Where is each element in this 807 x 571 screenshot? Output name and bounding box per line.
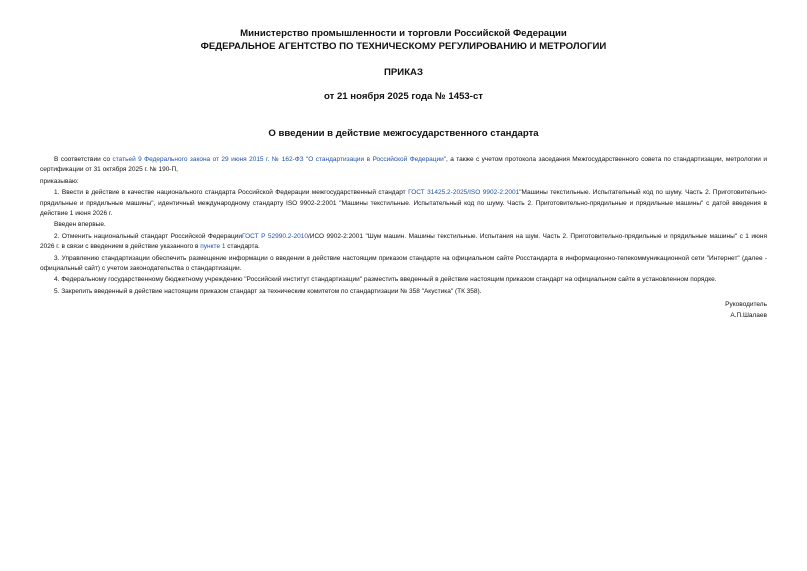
- paragraph-item-1: [40, 188, 767, 219]
- paragraph-item-4: 4. Федеральному государственному бюджетному учреждению "Российский институт стандартизации" разместить введенный в действие настоящим приказом стандарт на официальном сайте в установленном порядке.: [54, 276, 717, 284]
- text: , а также с учетом протокола заседания Межгосударственного совета по стандартизации, метрологии и сертификации от 31 октября 2025 г. № 190-П,: [40, 156, 767, 174]
- paragraph-item-2: [40, 232, 767, 253]
- text: стандарта.: [225, 243, 260, 251]
- paragraph-first-introduced: Введен впервые.: [54, 221, 106, 229]
- cancelled-standard-link[interactable]: ГОСТ Р 52990.2-2010: [241, 232, 308, 240]
- text: /ИСО 9902-2:2001 "Шум машин. Машины текстильные. Испытания на шум. Часть 2. Приготовительно-прядильные и прядильные машины" с 1 июня 2026 г. в связи с введением в действие указанного в: [40, 232, 767, 251]
- text: 2. Отменить национальный стандарт Российской Федерации: [54, 232, 242, 240]
- order-title: ПРИКАЗ: [384, 67, 423, 78]
- signature-block: [725, 300, 767, 321]
- law-link[interactable]: статьей 9 Федерального закона от 29 июня 2015 г. № 162-ФЗ "О стандартизации в Российской Федерации": [112, 156, 447, 163]
- text: В соответствии со: [54, 156, 113, 163]
- order-date: от 21 ноября 2025 года № 1453-ст: [323, 91, 483, 102]
- document-body: [40, 155, 767, 297]
- document-title: О введении в действие межгосударственного стандарта: [268, 128, 539, 139]
- item-1-link[interactable]: пункте 1: [200, 243, 226, 251]
- paragraph-item-3: 3. Управлению стандартизации обеспечить размещение информации о введении в действие настоящим приказом стандарте на официальном сайте Росстандарта в информационно-телекоммуникационной сети "Интернет" (далее - официальный сайт) с учетом законодательства о стандартизации.: [40, 254, 767, 273]
- paragraph-order: приказываю:: [40, 177, 79, 185]
- text: 1. Ввести в действие в качестве национального стандарта Российской Федерации межгосударственный стандарт: [54, 189, 409, 197]
- agency-name: ФЕДЕРАЛЬНОЕ АГЕНТСТВО ПО ТЕХНИЧЕСКОМУ РЕГУЛИРОВАНИЮ И МЕТРОЛОГИИ: [200, 41, 607, 52]
- signatory-role: Руководитель: [725, 301, 767, 308]
- standard-link[interactable]: ГОСТ 31425.2-2025/ISO 9902-2:2001: [408, 189, 520, 197]
- text: "Машины текстильные. Испытательный код по шуму. Часть 2. Приготовительно-прядильные и прядильные машины", идентичный международному стандарту ISO 9902-2:2001 "Машины текстильные. Испытательный код по шуму. Часть 2. Приготовительно-прядильные и прядильные машины" с датой введения в действие 1 июня 2026 г.: [40, 189, 767, 218]
- signatory-name: А.П.Шалаев: [730, 311, 767, 319]
- paragraph-item-5: 5. Закрепить введенный в действие настоящим приказом стандарт за техническим комитетом по стандартизации № 358 "Акустика" (ТК 358).: [54, 287, 482, 295]
- document-header: [0, 27, 807, 140]
- ministry-name: Министерство промышленности и торговли Российской Федерации: [240, 28, 567, 39]
- paragraph-preamble: [40, 155, 767, 176]
